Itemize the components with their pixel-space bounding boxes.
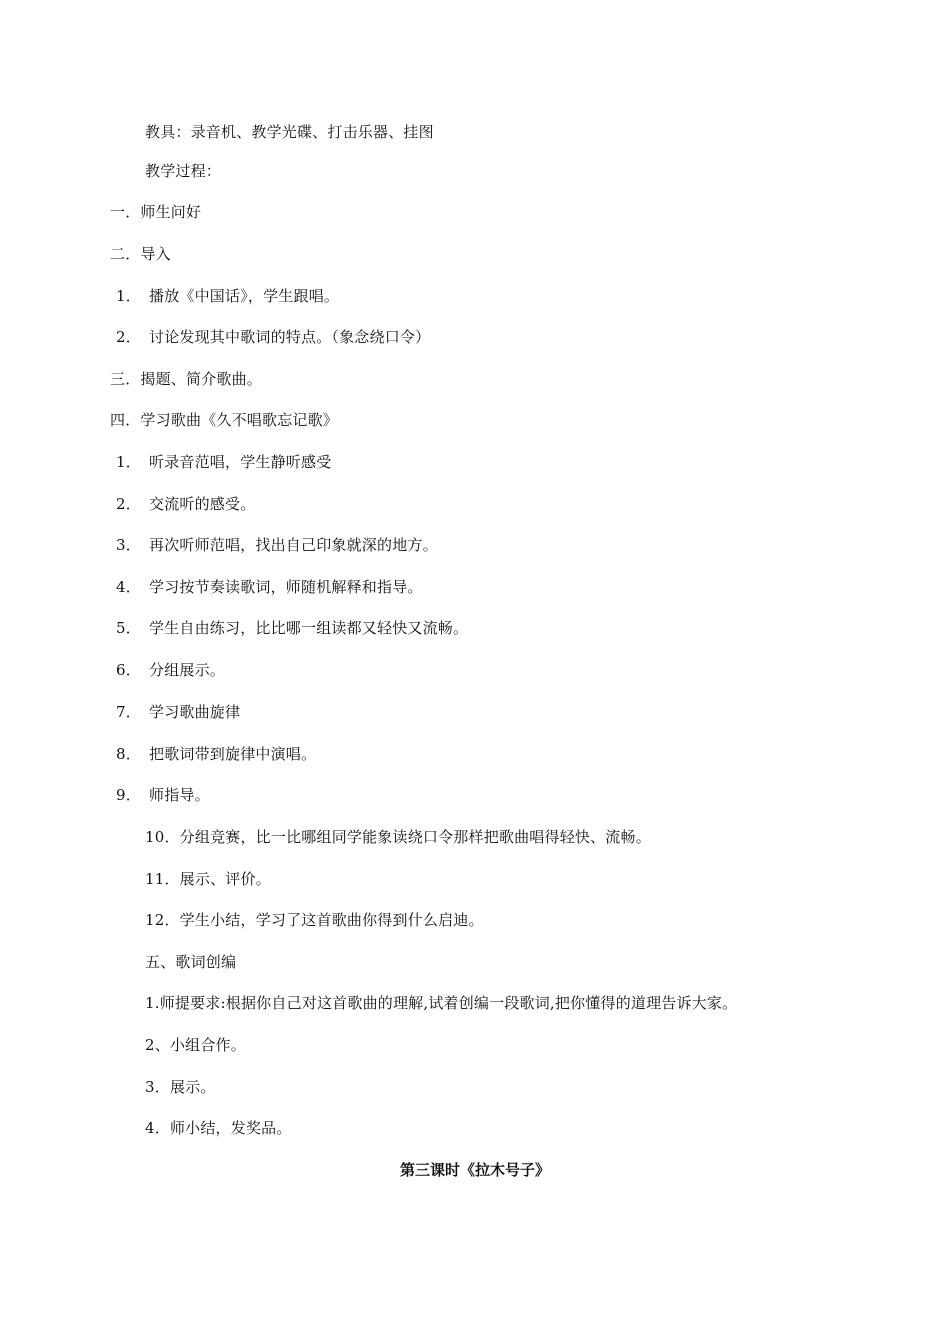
list-item — [116, 452, 331, 472]
list-item-number: 4． — [116, 578, 141, 596]
list-item — [116, 327, 430, 347]
list-item-number: 8． — [116, 745, 141, 763]
next-lesson-title: 第三课时《拉木号子》 — [399, 1161, 550, 1179]
list-item-text: 交流听的感受。 — [149, 495, 256, 513]
list-item — [116, 494, 255, 514]
list-item-number: 6． — [116, 661, 141, 679]
list-item-text: 学习歌曲旋律 — [149, 703, 241, 721]
section-intro: 二．导入 — [110, 245, 171, 263]
section-topic: 三．揭题、简介歌曲。 — [110, 370, 263, 388]
list-item-text: 讨论发现其中歌词的特点。（象念绕口令） — [149, 328, 431, 346]
list-item-number: 2． — [116, 495, 141, 513]
list-item-text: 播放《中国话》，学生跟唱。 — [149, 287, 340, 305]
list-item-number: 9． — [116, 786, 141, 804]
list-item-text: 分组展示。 — [149, 661, 226, 679]
section-learn-song: 四．学习歌曲《久不唱歌忘记歌》 — [110, 411, 339, 429]
list-item: 12．学生小结，学习了这首歌曲你得到什么启迪。 — [145, 911, 484, 929]
list-item: 3．展示。 — [145, 1078, 216, 1096]
list-item — [116, 618, 468, 638]
list-item: 1.师提要求:根据你自己对这首歌曲的理解,试着创编一段歌词,把你懂得的道理告诉大家。 — [145, 994, 738, 1012]
process-heading: 教学过程： — [145, 162, 222, 180]
list-item-text: 学生自由练习，比比哪一组读都又轻快又流畅。 — [149, 619, 469, 637]
list-item — [116, 744, 316, 764]
section-lyrics-creation: 五、歌词创编 — [145, 953, 237, 971]
list-item — [116, 535, 438, 555]
list-item-text: 把歌词带到旋律中演唱。 — [149, 745, 317, 763]
list-item — [116, 660, 225, 680]
list-item-number: 1． — [116, 287, 141, 305]
list-item-text: 听录音范唱，学生静听感受 — [149, 453, 332, 471]
section-greeting: 一．师生问好 — [110, 203, 202, 221]
list-item-number: 5． — [116, 619, 141, 637]
list-item: 11．展示、评价。 — [145, 870, 271, 888]
list-item-number: 1． — [116, 453, 141, 471]
list-item — [116, 577, 423, 597]
list-item-text: 学习按节奏读歌词，师随机解释和指导。 — [149, 578, 423, 596]
list-item — [116, 785, 210, 805]
list-item-number: 2． — [116, 328, 141, 346]
list-item — [116, 702, 240, 722]
list-item: 4．师小结，发奖品。 — [145, 1119, 292, 1137]
list-item-number: 7． — [116, 703, 141, 721]
teaching-aids-line: 教具：录音机、教学光碟、打击乐器、挂图 — [145, 123, 434, 141]
list-item — [116, 286, 339, 306]
list-item-text: 再次听师范唱，找出自己印象就深的地方。 — [149, 536, 438, 554]
list-item: 10．分组竞赛，比一比哪组同学能象读绕口令那样把歌曲唱得轻快、流畅。 — [145, 828, 651, 846]
list-item-number: 3． — [116, 536, 141, 554]
list-item-text: 师指导。 — [149, 786, 210, 804]
list-item: 2、小组合作。 — [145, 1036, 246, 1054]
